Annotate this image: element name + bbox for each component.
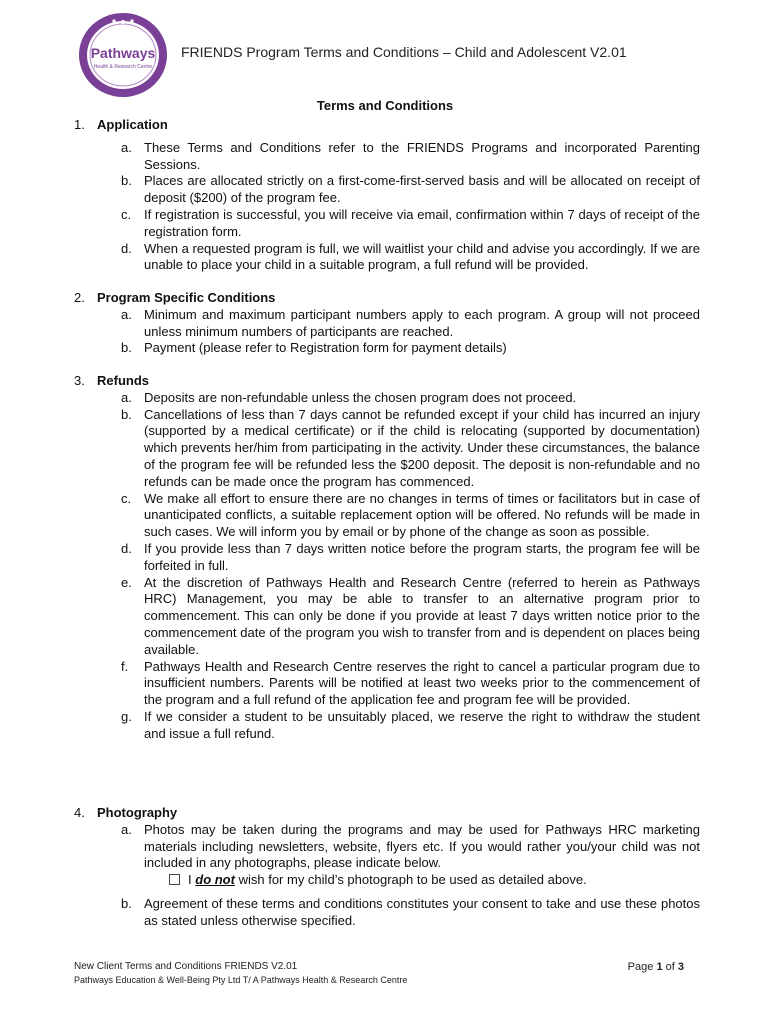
list-item: c. We make all effort to ensure there are no changes in terms of times or facilitators but in case of unanticipated conflicts, a suitable replacement option will be offered. No refunds will be made in such cases. We will inform you by email or by phone of the change as soon as possible. (121, 490, 700, 540)
section-application (74, 117, 700, 274)
document-title: Terms and Conditions (316, 98, 454, 113)
logo-tagline: Health & Research Centre (93, 64, 153, 70)
list-item: b. Cancellations of less than 7 days cannot be refunded except if your child has incurred an injury (supported by a medical certificate) or if the child is relocating (supported by documentation) which prevents her/him from participating in the activity. Under these circumstances, the balance of the program fee will be refunded less the $200 deposit. The deposit is non-refundable and no refunds can be made once the program has commenced. (121, 406, 700, 489)
section-refunds (74, 373, 700, 743)
list-item: e. At the discretion of Pathways Health and Research Centre (referred to herein as Pathways HRC) Management, you may be able to transfer to an alternative program prior to commencement. This can only be done if you provide at least 7 days written notice prior to the commencement date of the program you wish to transfer from and is dependent on places being available. (121, 574, 700, 657)
section-heading: 4. Photography (74, 805, 178, 820)
list-item: a. Minimum and maximum participant numbers apply to each program. A group will not proceed unless minimum numbers of participants are reached. (121, 306, 700, 339)
page-number: Page 1 of 3 (627, 961, 684, 973)
header-title: FRIENDS Program Terms and Conditions – Child and Adolescent V2.01 (181, 44, 627, 60)
section-heading: 2. Program Specific Conditions (74, 290, 276, 305)
list-item: a. These Terms and Conditions refer to the FRIENDS Programs and incorporated Parenting Sessions. (121, 139, 700, 172)
footer-company: Pathways Education & Well-Being Pty Ltd T/ A Pathways Health & Research Centre (74, 975, 408, 985)
list-item: b. Payment (please refer to Registration form for payment details) (121, 340, 507, 356)
photo-optout: I do not wish for my child’s photograph to be used as detailed above. (74, 872, 700, 889)
list-item: b. Agreement of these terms and conditions constitutes your consent to take and use these photos as stated unless otherwise specified. (121, 895, 700, 928)
list-item: g. If we consider a student to be unsuitably placed, we reserve the right to withdraw the student and issue a full refund. (121, 708, 700, 741)
list-item: f. Pathways Health and Research Centre reserves the right to cancel a particular program due to insufficient numbers. Parents will be notified at least two weeks prior to the commencement of the program and a full refund of the application fee and program fee will be provided. (121, 658, 700, 708)
pathways-logo (76, 10, 170, 100)
logo-wordmark: Pathways (90, 45, 156, 61)
section-heading: 3. Refunds (74, 373, 149, 388)
list-item: b. Places are allocated strictly on a first-come-first-served basis and will be allocated on receipt of deposit ($200) of the program fee. (121, 173, 700, 206)
section-program-conditions (74, 290, 700, 357)
section-heading: 1. Application (74, 117, 168, 132)
list-item: d. When a requested program is full, we will waitlist your child and advise you accordingly. If we are unable to place your child in a suitable program, a full refund will be provided. (121, 240, 700, 273)
footer-doc-name: New Client Terms and Conditions FRIENDS V2.01 (74, 961, 298, 972)
photo-optout-checkbox[interactable] (169, 874, 180, 885)
list-item: a. Photos may be taken during the programs and may be used for Pathways HRC marketing materials including newsletters, website, flyers etc. If you would rather you/your child was not included in any photographs, please indicate below. (121, 821, 700, 871)
section-photography (74, 805, 700, 930)
footer (74, 961, 684, 972)
list-item: c. If registration is successful, you will receive via email, confirmation within 7 days of receipt of the registration form. (121, 206, 700, 239)
list-item: a. Deposits are non-refundable unless the chosen program does not proceed. (121, 389, 577, 405)
list-item: d. If you provide less than 7 days written notice before the program starts, the program fee will be forfeited in full. (121, 540, 700, 573)
